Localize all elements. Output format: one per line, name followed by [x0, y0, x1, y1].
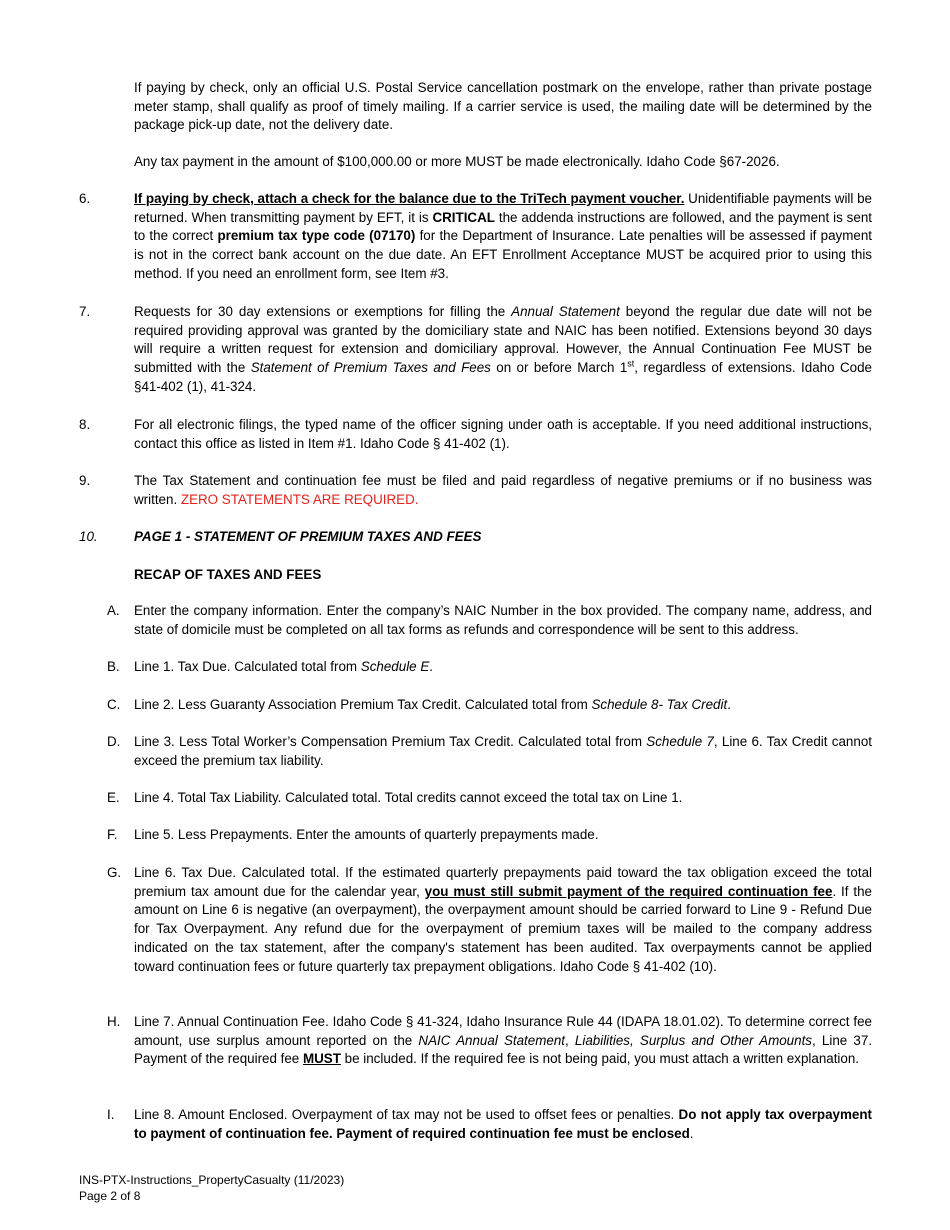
sub-letter-e: E.: [107, 790, 120, 805]
sub-i-bold: Do not apply tax overpayment to payment of continuation fee. Payment of required continuation fee must be enclosed: [134, 1107, 872, 1141]
sub-d-schedule: Schedule 7: [646, 734, 714, 749]
sub-letter-h: H.: [107, 1014, 121, 1029]
item-6-lead: If paying by check, attach a check for the balance due to the TriTech payment voucher.: [134, 191, 685, 206]
sub-h-text-2: ,: [565, 1032, 575, 1048]
sub-d-text: [134, 733, 872, 770]
item-6-text-2: the addenda instructions are followed, and the payment is sent to the correct: [134, 209, 872, 244]
item-9-text: [134, 472, 872, 509]
sub-h-text-1: Line 7. Annual Continuation Fee. Idaho Code § 41-324, Idaho Insurance Rule 44 (IDAPA 18.01.02). To determine correct fee amount, use surplus amount reported on the: [134, 1014, 872, 1048]
sub-h-text: [134, 1013, 872, 1069]
item-7-text-1: Requests for 30 day extensions or exemptions for filling the: [134, 304, 512, 319]
sub-letter-a: A.: [107, 603, 120, 618]
item-8-text: For all electronic filings, the typed name of the officer signing under oath is acceptable. If you need additional instructions, contact this office as listed in Item #1. Idaho Code § 41-402 (1).: [134, 417, 872, 451]
sub-g-emphasis: you must still submit payment of the required continuation fee: [424, 883, 833, 899]
item-9-text-body: The Tax Statement and continuation fee must be filed and paid regardless of negative premiums or if no business was written.: [134, 473, 872, 507]
item-7-text-2: beyond the regular due date will not be required providing approval was granted by the domiciliary state and NAIC has been notified. Extensions beyond 30 days will require a written request for extension and domiciliary approval. However, the Annual Continuation Fee MUST be submitted with the: [134, 304, 873, 376]
sub-b-text: [134, 658, 872, 677]
sub-b-text-1: Line 1. Tax Due. Calculated total from: [134, 659, 361, 674]
section-subheading: RECAP OF TAXES AND FEES: [134, 567, 322, 582]
sub-h-text-3: , Line 37. Payment of the required fee: [134, 1032, 873, 1067]
sub-b-schedule: Schedule E: [360, 659, 430, 674]
sub-b-text-2: .: [429, 659, 434, 674]
item-6-critical: CRITICAL: [432, 209, 495, 225]
sub-c-text-2: .: [727, 697, 731, 712]
item-number-10: 10.: [79, 529, 98, 544]
sub-letter-f: F.: [107, 827, 118, 842]
footer-page-number: Page 2 of 8: [79, 1189, 141, 1203]
sub-e-text: Line 4. Total Tax Liability. Calculated total. Total credits cannot exceed the total tax on Line 1.: [134, 790, 683, 805]
item-number-9: 9.: [79, 473, 91, 488]
sub-h-annual-statement: NAIC Annual Statement: [418, 1032, 565, 1048]
item-6-text-3: for the Department of Insurance. Late penalties will be assessed if payment is not in the correct bank account on the due date. An EFT Enrollment Acceptance MUST be acquired prior to using this method. If you need an enrollment form, see Item #3.: [134, 228, 873, 281]
sub-i-text-2: .: [689, 1125, 694, 1141]
sub-letter-g: G.: [107, 865, 122, 880]
item-7-text-4: , regardless of extensions. Idaho Code §41-402 (1), 41-324.: [134, 360, 872, 394]
sub-i-text-1: Line 8. Amount Enclosed. Overpayment of tax may not be used to offset fees or penalties.: [134, 1107, 679, 1122]
zero-statements-notice: ZERO STATEMENTS ARE REQUIRED.: [180, 491, 419, 507]
sub-d-text-2: , Line 6. Tax Credit cannot exceed the premium tax liability.: [134, 734, 872, 768]
sub-i-text: [134, 1106, 872, 1143]
item-number-8: 8.: [79, 417, 91, 432]
sub-a-text: Enter the company information. Enter the company’s NAIC Number in the box provided. The company name, address, and state of domicile must be completed on all tax forms as refunds and correspondence will be sent to this address.: [134, 603, 872, 637]
sub-h-must: MUST: [302, 1051, 341, 1067]
item-number-7: 7.: [79, 304, 91, 319]
sub-d-text-1: Line 3. Less Total Worker’s Compensation Premium Tax Credit. Calculated total from: [134, 734, 647, 749]
item-7-statement-title: Statement of Premium Taxes and Fees: [250, 360, 491, 376]
sub-g-text-1: Line 6. Tax Due. Calculated total. If the estimated quarterly prepayments paid toward the tax obligation exceed the total premium tax amount due for the calendar year,: [134, 865, 872, 899]
item-7-annual-statement: Annual Statement: [511, 304, 620, 319]
sub-h-text-4: be included. If the required fee is not being paid, you must attach a written explanation.: [340, 1051, 860, 1067]
item-6-code: premium tax type code (07170): [217, 228, 416, 244]
postmark-paragraph: If paying by check, only an official U.S. Postal Service cancellation postmark on the envelope, rather than private postage meter stamp, shall qualify as proof of timely mailing. If a carrier service is used, the mailing date will be determined by the package pick-up date, not the delivery date.: [134, 80, 872, 133]
item-6-text: [134, 190, 872, 284]
item-7-text-3: on or before March 1: [490, 360, 628, 376]
sub-h-liabilities: Liabilities, Surplus and Other Amounts: [574, 1032, 812, 1048]
sub-c-text-1: Line 2. Less Guaranty Association Premium Tax Credit. Calculated total from: [134, 697, 592, 712]
sub-g-text-2: . If the amount on Line 6 is negative (an overpayment), the overpayment amount should be carried forward to Line 9 - Refund Due for Tax Overpayment. Any refund due for the overpayment of premium taxes will be mailed to the company address indicated on the tax statement, after the company's statement has been audited. Tax overpayments cannot be applied toward continuation fees or future quarterly tax prepayment obligations. Idaho Code § 41-402 (10).: [134, 883, 872, 974]
electronic-payment-paragraph: Any tax payment in the amount of $100,000.00 or more MUST be made electronically. Idaho Code §67-2026.: [134, 154, 780, 169]
sub-c-text: [134, 696, 872, 715]
item-number-6: 6.: [79, 191, 91, 206]
sub-letter-b: B.: [107, 659, 120, 674]
footer-doc-id: INS-PTX-Instructions_PropertyCasualty (11/2023): [79, 1173, 345, 1187]
sub-c-schedule: Schedule 8- Tax Credit: [591, 697, 728, 712]
sub-letter-c: C.: [107, 697, 121, 712]
sub-letter-d: D.: [107, 734, 121, 749]
item-6-text-1: Unidentifiable payments will be returned. When transmitting payment by EFT, it is: [134, 191, 872, 225]
section-heading: PAGE 1 - STATEMENT OF PREMIUM TAXES AND FEES: [134, 529, 482, 544]
sub-g-text: [134, 864, 872, 976]
sub-letter-i: I.: [107, 1107, 115, 1122]
item-7-text: [134, 303, 872, 397]
item-7-superscript: st: [627, 358, 635, 369]
sub-f-text: Line 5. Less Prepayments. Enter the amounts of quarterly prepayments made.: [134, 827, 599, 842]
